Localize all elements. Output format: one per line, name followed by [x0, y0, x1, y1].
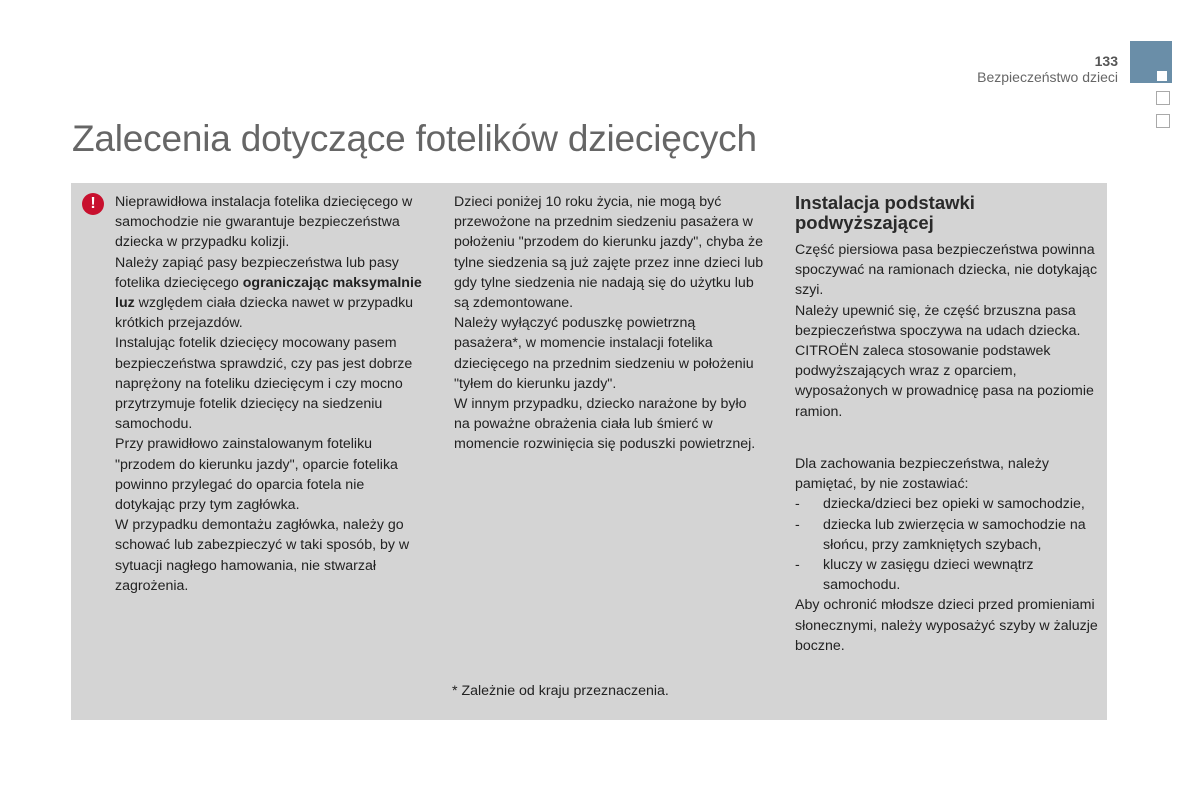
- booster-paragraph-1: Część piersiowa pasa bezpieczeństwa powinna spoczywać na ramionach dziecka, nie dotykając szyi.: [795, 242, 1098, 299]
- list-item-text: dziecka/dzieci bez opieki w samochodzie,: [823, 496, 1085, 513]
- airbag-paragraph-2: Należy wyłączyć poduszkę powietrzną pasażera*, w momencie instalacji fotelika dziecięcego na przednim siedzeniu w położeniu "tyłem do kierunku jazdy".: [454, 315, 754, 392]
- warning-paragraph-4: Przy prawidłowo zainstalowanym foteliku "przodem do kierunku jazdy", oparcie fotelika powinno przylegać do oparcia fotela nie dotykając przy tym zagłówka.: [115, 436, 398, 514]
- nav-square-1-icon: [1156, 91, 1170, 105]
- warning-paragraph-5: W przypadku demontażu zagłówka, należy go schować lub zabezpieczyć w taki sposób, by w sytuacji nagłego hamowania, nie stwarzał zagrożenia.: [115, 517, 410, 594]
- list-item: [795, 515, 1100, 555]
- list-item: [795, 555, 1100, 595]
- dash-bullet: -: [795, 496, 800, 513]
- text-span: Należy zapiąć pasy bezpieczeństwa lub pasy fotelika dziecięcego: [115, 254, 399, 291]
- list-item: [795, 494, 1100, 514]
- column-warning: [115, 192, 425, 596]
- section-marker-block: [1130, 41, 1172, 83]
- list-item-text: dziecka lub zwierzęcia w samochodzie na słońcu, przy zamkniętych szybach,: [823, 516, 1086, 553]
- column-airbag: [454, 192, 764, 455]
- dash-bullet: -: [795, 516, 800, 533]
- page-number: 133: [1094, 53, 1118, 69]
- reminder-intro: Dla zachowania bezpieczeństwa, należy pamiętać, by nie zostawiać:: [795, 456, 1049, 493]
- page-title: Zalecenia dotyczące fotelików dziecięcych: [72, 118, 757, 159]
- bold-text-span: ograniczając maksymalnie luz: [115, 274, 422, 312]
- airbag-paragraph-1: Dzieci poniżej 10 roku życia, nie mogą być przewożone na przednim siedzeniu pasażera w położeniu "przodem do kierunku jazdy", chyba że tylne siedzenia są już zajęte przez inne dzieci lub gdy tylne siedzenia nie nadają się do użytku lub są zdemontowane.: [454, 194, 764, 312]
- column-safety-reminders: [795, 454, 1100, 656]
- reminder-list: [795, 494, 1100, 595]
- booster-heading: Instalacja podstawki podwyższającej: [795, 192, 975, 233]
- warning-paragraph-3: Instalując fotelik dziecięcy mocowany pasem bezpieczeństwa sprawdzić, czy pas jest dobrze naprężony na foteliku dziecięcym i czy mocno przytrzymuje fotelik dziecięcy na siedzeniu samochodu.: [115, 335, 413, 433]
- list-item-text: kluczy w zasięgu dzieci wewnątrz samochodu.: [823, 557, 1034, 594]
- section-title: Bezpieczeństwo dzieci: [977, 69, 1118, 85]
- text-span: względem ciała dziecka nawet w przypadku krótkich przejazdów.: [115, 295, 414, 332]
- section-marker-square-icon: [1157, 71, 1167, 81]
- warning-exclamation-icon: !: [82, 193, 104, 215]
- warning-paragraph-2: [115, 253, 425, 334]
- column-booster: [795, 240, 1100, 422]
- warning-paragraph-1: Nieprawidłowa instalacja fotelika dziecięcego w samochodzie nie gwarantuje bezpieczeństwa dziecka w przypadku kolizji.: [115, 194, 413, 251]
- reminder-closing: Aby ochronić młodsze dzieci przed promieniami słonecznymi, należy wyposażyć szyby w żaluzje boczne.: [795, 597, 1098, 654]
- dash-bullet: -: [795, 557, 800, 574]
- nav-square-2-icon: [1156, 114, 1170, 128]
- booster-paragraph-2: Należy upewnić się, że część brzuszna pasa bezpieczeństwa spoczywa na udach dziecka.: [795, 302, 1081, 339]
- airbag-paragraph-3: W innym przypadku, dziecko narażone by było na poważne obrażenia ciała lub śmierć w momencie rozwinięcia się poduszki powietrznej.: [454, 396, 756, 453]
- footnote: * Zależnie od kraju przeznaczenia.: [452, 683, 669, 699]
- booster-paragraph-3: CITROËN zaleca stosowanie podstawek podwyższających wraz z oparciem, wyposażonych w prowadnicę pasa na poziomie ramion.: [795, 343, 1094, 420]
